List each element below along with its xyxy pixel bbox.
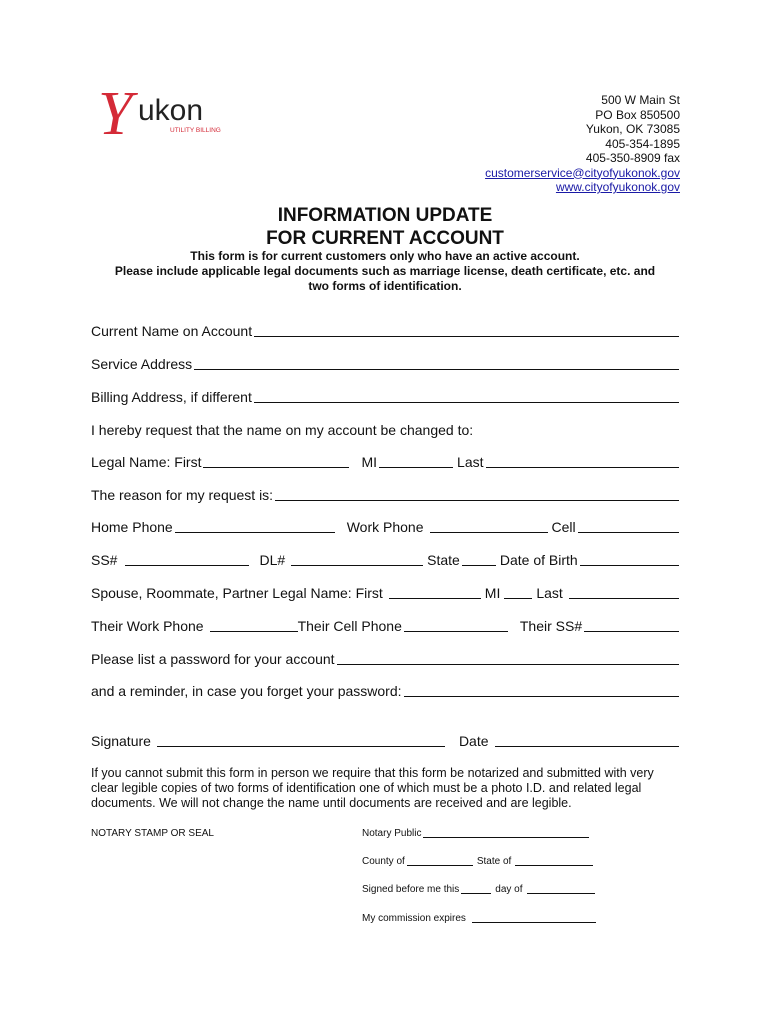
spouse-last-field[interactable] bbox=[569, 586, 679, 599]
signed-day-field[interactable] bbox=[461, 884, 491, 894]
current-name-field[interactable] bbox=[254, 324, 679, 337]
their-work-field[interactable] bbox=[210, 619, 298, 632]
form-title-line-1: INFORMATION UPDATE bbox=[277, 205, 493, 226]
notary-signed-row bbox=[362, 884, 597, 895]
current-name-label: Current Name on Account bbox=[91, 323, 253, 339]
spouse-mi-label: MI bbox=[484, 585, 501, 601]
address-line-pobox: PO Box 850500 bbox=[595, 107, 680, 122]
legal-first-field[interactable] bbox=[203, 455, 349, 468]
dob-field[interactable] bbox=[580, 553, 679, 566]
notary-state-field[interactable] bbox=[515, 856, 593, 866]
home-phone-field[interactable] bbox=[175, 520, 335, 533]
cell-field[interactable] bbox=[578, 520, 679, 533]
cell-label: Cell bbox=[551, 519, 576, 535]
their-ss-label: Their SS# bbox=[519, 618, 583, 634]
form-intro bbox=[0, 249, 770, 294]
spouse-last-label: Last bbox=[536, 585, 563, 601]
legal-first-label: Legal Name: First bbox=[91, 454, 202, 470]
dl-field[interactable] bbox=[291, 553, 423, 566]
address-line-city: Yukon, OK 73085 bbox=[585, 122, 680, 136]
commission-label: My commission expires bbox=[362, 913, 466, 924]
legal-mi-label: MI bbox=[361, 454, 378, 470]
date-label: Date bbox=[458, 733, 489, 749]
signature-label: Signature bbox=[91, 733, 151, 749]
reason-row bbox=[91, 487, 681, 503]
notary-stamp-area bbox=[91, 828, 214, 839]
notary-county-row bbox=[362, 856, 595, 867]
their-cell-field[interactable] bbox=[404, 619, 508, 632]
dob-label: Date of Birth bbox=[499, 552, 578, 568]
service-address-row bbox=[91, 356, 681, 372]
reminder-label: and a reminder, in case you forget your password: bbox=[91, 683, 402, 699]
notary-public-field[interactable] bbox=[423, 828, 589, 838]
notary-state-label: State of bbox=[476, 856, 512, 867]
state-field[interactable] bbox=[462, 553, 496, 566]
password-label: Please list a password for your account bbox=[91, 651, 335, 667]
intro-line-1: This form is for current customers only who have an active account. bbox=[190, 249, 580, 263]
ss-label: SS# bbox=[91, 552, 118, 568]
commission-field[interactable] bbox=[472, 913, 596, 923]
work-phone-label: Work Phone bbox=[346, 519, 424, 535]
fax-number: 405-350-8909 fax bbox=[585, 151, 680, 165]
legal-mi-field[interactable] bbox=[379, 455, 453, 468]
county-label: County of bbox=[362, 856, 405, 867]
reminder-row bbox=[91, 683, 681, 699]
legal-last-label: Last bbox=[457, 454, 484, 470]
reason-field[interactable] bbox=[275, 488, 679, 501]
signed-before-label: Signed before me this bbox=[362, 884, 460, 895]
address-block bbox=[485, 93, 680, 195]
email-link[interactable]: customerservice@cityofyukonok.gov bbox=[485, 165, 680, 180]
website-link[interactable]: www.cityofyukonok.gov bbox=[555, 180, 680, 194]
signature-field[interactable] bbox=[157, 734, 445, 747]
billing-address-row bbox=[91, 389, 681, 405]
their-contact-row bbox=[91, 618, 681, 634]
billing-address-field[interactable] bbox=[254, 390, 679, 403]
reason-label: The reason for my request is: bbox=[91, 487, 274, 503]
yukon-utility-billing-logo bbox=[96, 80, 226, 148]
notarization-notice: If you cannot submit this form in person we require that this form be notarized and submitted with very clear legible copies of two forms of identification one of which must be a photo I.D. and related legal documents. We will not change the name until documents are received and are legible. bbox=[91, 766, 654, 810]
password-row bbox=[91, 651, 681, 667]
identification-row bbox=[91, 552, 681, 568]
service-address-field[interactable] bbox=[194, 357, 679, 370]
day-of-label: day of bbox=[495, 884, 523, 895]
dl-label: DL# bbox=[259, 552, 286, 568]
billing-address-label: Billing Address, if different bbox=[91, 389, 252, 405]
password-field[interactable] bbox=[337, 652, 679, 665]
legal-last-field[interactable] bbox=[486, 455, 679, 468]
legal-name-row bbox=[91, 454, 681, 470]
logo-initial: Y bbox=[98, 80, 133, 148]
work-phone-field[interactable] bbox=[430, 520, 548, 533]
service-address-label: Service Address bbox=[91, 356, 193, 372]
logo-wordmark: ukon bbox=[138, 94, 204, 127]
spouse-first-label: Spouse, Roommate, Partner Legal Name: First bbox=[91, 585, 383, 601]
date-field[interactable] bbox=[495, 734, 679, 747]
notary-stamp-label: NOTARY STAMP OR SEAL bbox=[91, 828, 214, 839]
spouse-name-row bbox=[91, 585, 681, 601]
request-text: I hereby request that the name on my account be changed to: bbox=[91, 422, 474, 438]
phone-number: 405-354-1895 bbox=[605, 136, 680, 151]
reminder-field[interactable] bbox=[404, 684, 679, 697]
their-ss-field[interactable] bbox=[584, 619, 679, 632]
home-phone-label: Home Phone bbox=[91, 519, 173, 535]
address-line-street: 500 W Main St bbox=[601, 93, 680, 107]
signature-row bbox=[91, 733, 681, 749]
form-title-line-2: FOR CURRENT ACCOUNT bbox=[266, 228, 504, 249]
spouse-first-field[interactable] bbox=[389, 586, 481, 599]
intro-line-2: Please include applicable legal documents such as marriage license, death certificate, etc. and bbox=[114, 264, 656, 278]
request-row bbox=[91, 422, 681, 438]
county-field[interactable] bbox=[407, 856, 473, 866]
their-work-label: Their Work Phone bbox=[91, 618, 204, 634]
spouse-mi-field[interactable] bbox=[504, 586, 532, 599]
notary-public-row bbox=[362, 828, 591, 839]
their-cell-label: Their Cell Phone bbox=[297, 618, 402, 634]
notary-public-label: Notary Public bbox=[362, 828, 422, 839]
ss-field[interactable] bbox=[125, 553, 249, 566]
phones-row bbox=[91, 519, 681, 535]
intro-line-3: two forms of identification. bbox=[308, 279, 462, 293]
signed-month-field[interactable] bbox=[527, 884, 595, 894]
logo-subtitle: UTILITY BILLING bbox=[170, 127, 221, 134]
current-name-row bbox=[91, 323, 681, 339]
notary-commission-row bbox=[362, 913, 598, 924]
state-label: State bbox=[427, 552, 460, 568]
form-title bbox=[0, 204, 770, 250]
